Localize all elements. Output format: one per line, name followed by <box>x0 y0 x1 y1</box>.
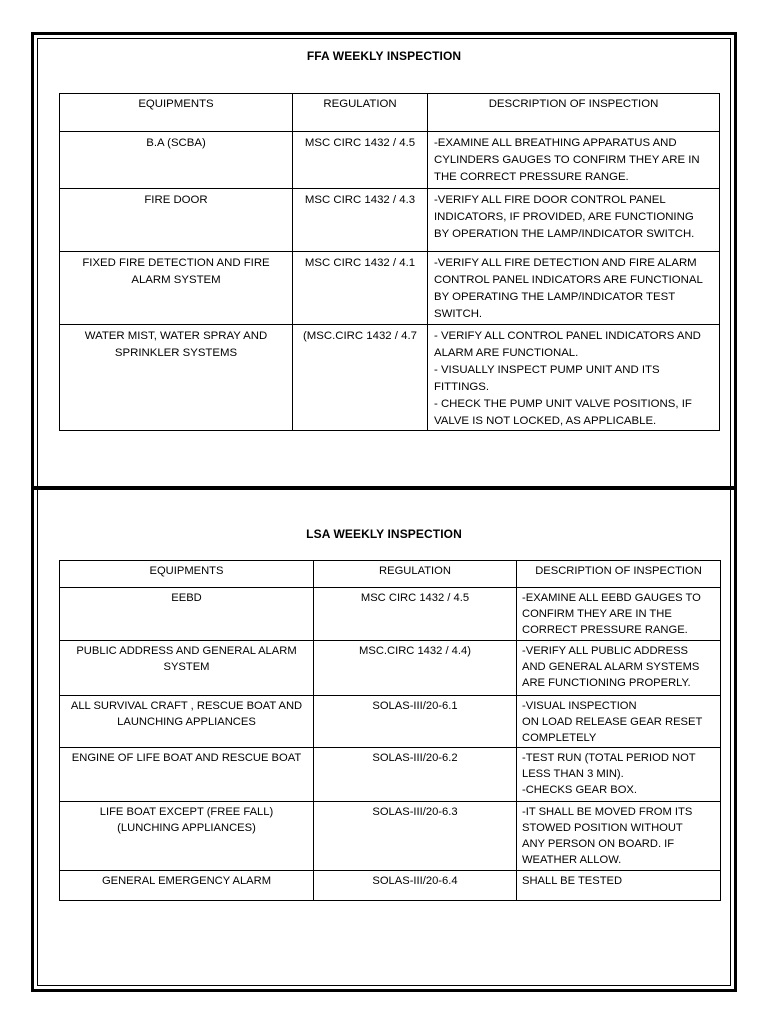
equipment-cell: WATER MIST, WATER SPRAY AND SPRINKLER SYSTEMS <box>60 325 293 431</box>
table-row <box>60 696 721 748</box>
table-row <box>60 132 720 189</box>
column-header-regulation: REGULATION <box>314 561 517 588</box>
column-header-equipments: EQUIPMENTS <box>60 561 314 588</box>
regulation-cell: MSC CIRC 1432 / 4.3 <box>293 189 428 252</box>
table-row <box>60 588 721 641</box>
column-header-regulation: REGULATION <box>293 94 428 132</box>
equipment-cell: B.A (SCBA) <box>60 132 293 189</box>
description-cell: - VERIFY ALL CONTROL PANEL INDICATORS AND ALARM ARE FUNCTIONAL. - VISUALLY INSPECT PUMP UNIT AND ITS FITTINGS. - CHECK THE PUMP UNIT VALVE POSITIONS, IF VALVE IS NOT LOCKED, AS APPLICABLE. <box>428 325 720 431</box>
regulation-cell: SOLAS-III/20-6.2 <box>314 748 517 802</box>
equipment-cell: LIFE BOAT EXCEPT (FREE FALL) (LUNCHING APPLIANCES) <box>60 802 314 871</box>
section-divider <box>31 486 737 490</box>
description-cell: -EXAMINE ALL EEBD GAUGES TO CONFIRM THEY ARE IN THE CORRECT PRESSURE RANGE. <box>517 588 721 641</box>
description-cell: -VERIFY ALL FIRE DOOR CONTROL PANEL INDICATORS, IF PROVIDED, ARE FUNCTIONING BY OPERATION THE LAMP/INDICATOR SWITCH. <box>428 189 720 252</box>
table-row <box>60 325 720 431</box>
table-header-row <box>60 561 721 588</box>
regulation-cell: SOLAS-III/20-6.4 <box>314 871 517 901</box>
description-cell: SHALL BE TESTED <box>517 871 721 901</box>
regulation-cell: MSC CIRC 1432 / 4.5 <box>293 132 428 189</box>
description-cell: -VISUAL INSPECTION ON LOAD RELEASE GEAR RESET COMPLETELY <box>517 696 721 748</box>
column-header-description: DESCRIPTION OF INSPECTION <box>428 94 720 132</box>
equipment-cell: ENGINE OF LIFE BOAT AND RESCUE BOAT <box>60 748 314 802</box>
table-header-row <box>60 94 720 132</box>
description-cell: -EXAMINE ALL BREATHING APPARATUS AND CYLINDERS GAUGES TO CONFIRM THEY ARE IN THE CORRECT PRESSURE RANGE. <box>428 132 720 189</box>
lsa-section-title: LSA WEEKLY INSPECTION <box>306 527 462 541</box>
ffa-inspection-table <box>59 93 720 431</box>
regulation-cell: MSC CIRC 1432 / 4.1 <box>293 252 428 325</box>
equipment-cell: FIRE DOOR <box>60 189 293 252</box>
table-row <box>60 871 721 901</box>
table-row <box>60 641 721 696</box>
table-row <box>60 189 720 252</box>
description-cell: -IT SHALL BE MOVED FROM ITS STOWED POSITION WITHOUT ANY PERSON ON BOARD. IF WEATHER ALLOW. <box>517 802 721 871</box>
equipment-cell: FIXED FIRE DETECTION AND FIRE ALARM SYSTEM <box>60 252 293 325</box>
column-header-description: DESCRIPTION OF INSPECTION <box>517 561 721 588</box>
regulation-cell: SOLAS-III/20-6.3 <box>314 802 517 871</box>
description-cell: -VERIFY ALL PUBLIC ADDRESS AND GENERAL ALARM SYSTEMS ARE FUNCTIONING PROPERLY. <box>517 641 721 696</box>
regulation-cell: (MSC.CIRC 1432 / 4.7 <box>293 325 428 431</box>
equipment-cell: ALL SURVIVAL CRAFT , RESCUE BOAT AND LAUNCHING APPLIANCES <box>60 696 314 748</box>
table-row <box>60 252 720 325</box>
equipment-cell: PUBLIC ADDRESS AND GENERAL ALARM SYSTEM <box>60 641 314 696</box>
regulation-cell: SOLAS-III/20-6.1 <box>314 696 517 748</box>
equipment-cell: EEBD <box>60 588 314 641</box>
description-cell: -VERIFY ALL FIRE DETECTION AND FIRE ALARM CONTROL PANEL INDICATORS ARE FUNCTIONAL BY OPERATING THE LAMP/INDICATOR TEST SWITCH. <box>428 252 720 325</box>
description-cell: -TEST RUN (TOTAL PERIOD NOT LESS THAN 3 MIN). -CHECKS GEAR BOX. <box>517 748 721 802</box>
regulation-cell: MSC.CIRC 1432 / 4.4) <box>314 641 517 696</box>
regulation-cell: MSC CIRC 1432 / 4.5 <box>314 588 517 641</box>
table-row <box>60 748 721 802</box>
lsa-inspection-table <box>59 560 721 901</box>
ffa-section-title: FFA WEEKLY INSPECTION <box>306 49 462 63</box>
table-row <box>60 802 721 871</box>
column-header-equipments: EQUIPMENTS <box>60 94 293 132</box>
equipment-cell: GENERAL EMERGENCY ALARM <box>60 871 314 901</box>
